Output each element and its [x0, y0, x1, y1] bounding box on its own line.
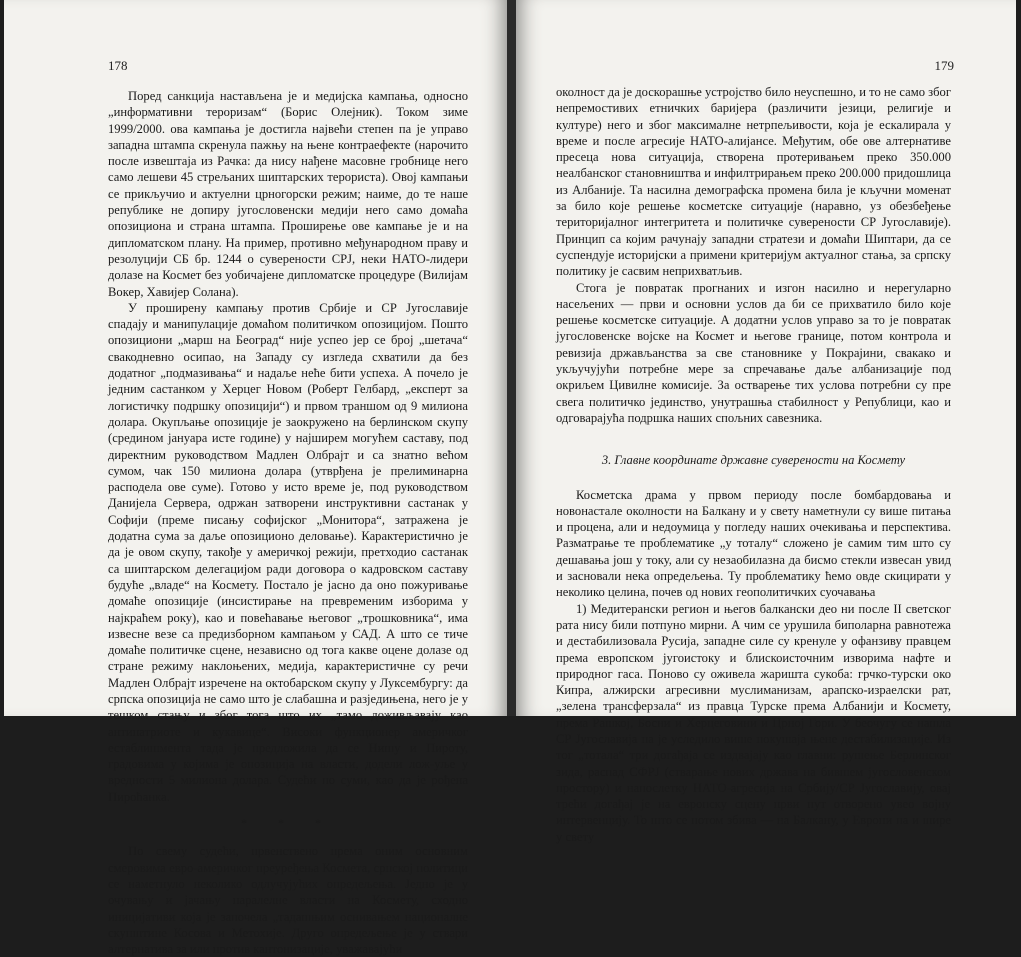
page-number-left: 178: [108, 58, 128, 73]
page-number-right: 179: [934, 58, 954, 73]
paragraph: околност да је доскорашње устројство било неуспешно, и то не само због непремостивих етничких баријера (различити језици, религије и културе) него и због максималне нетрпељивости, која је ескалирала у време и после агресије НАТО-алијансе. Међутим, обе ове алтернативе пресеца нова ситуација, створена протеривањем преко 350.000 неалбанског становништва и инфилтрирањем преко 200.000 придошлица из Албаније. Та насилна демографска промена била је кључни моменат за било које решење косметске ситуације (наравно, уз обезбеђење територијалног интегритета и политичке суверености СР Југославије). Принцип са којим рачунају западни стратези и домаћи Шиптари, да се суспендује историјски а примени критеријум актуалног стања, за српску политику је сасвим неприхватљив.: [556, 85, 951, 279]
right-page-text: [556, 84, 951, 845]
right-page: [516, 0, 1016, 844]
paragraph: 1) Медитерански регион и његов балкански део ни после II светског рата нису били потпуно мирни. А чим се урушила биполарна равнотежа и дестабилизовала Русија, западне силе су кренуле у офанзиву правцем према европском југоистоку и блискоисточним изворима нафте и природног гаса. Поново су оживела жаришта сукоба: грчко-турски око Кипра, алжирски агресивни муслиманизам, арапско-израелски рат, „зелена трансферзала“ из правца Турске према Албанији и Космету, према Рашкој, Босни и Херцеговини и Црној Гори. У беочугу се нашла СР Југославија па је уследило више покушаја њене дестабилизације. Из тог „тотала“ три догађаја се издвајају као главни: рушење Берлинског зида, распад СФРЈ (стварање нових држава на бившем југословенском простору) и напослетку НАТО-агресија на Србију/СР Југославију, овај трећи догађај је на европску сцену први пут отворено увео војну интервенцију. То што се потом збива — на Балкану, у Европи па и шире у свету: [556, 601, 951, 844]
paragraph: Косметска драма у првом периоду после бомбардовања и новонастале околности на Балкану и у свету наметнули су више питања и процена, али и недоумица у погледу наших очекивања и перспектива. Разматрање те проблематике „у тоталу“ сложено је самим тим што су дешавања још у току, али су незаобилазна да бисмо стекли извесан увид и засновали нека опредељења. Ту проблематику ћемо овде скицирати у неколико целина, почев од нових геополитичких суочавања: [556, 487, 951, 600]
paragraph: Стога је повратак прогнаних и изгон насилно и нерегуларно насељених — први и основни услов да би се прихватило било које решење косметске ситуације. А додатни услов управо за то је повратак југословенске војске на Космет и његове границе, потом контрола и ревизија држављанства за све становнике у Покрајини, свакако и укључујући потребне мере за спречавање даље албанизације под окриљем Цивилне комисије. За остварење тих услова потребни су пре свега политичко јединство, унутрашња стабилност у Републици, као и одговарајућа подршка наших спољних савезника.: [556, 280, 951, 425]
left-page-text: [108, 88, 468, 957]
book-gutter: [507, 0, 516, 716]
paragraph: У проширену кампању против Србије и СР Југославије спадају и манипулације домаћом политичком опозицијом. Пошто опозициони „марш на Београд“ није успео јер се број „шетача“ свакодневно осипао, на Западу су изгледа схватили да без додатног „подмазивања“ и надаље неће бити успеха. А почело је једним састанком у Херцег Новом (Роберт Гелбард, „експерт за логистичку подршку опозицији“) и првом траншом од 9 милиона долара. Окупљање опозиције је заокружено на берлинском скупу (средином јануара исте године) у најширем могућем саставу, под директним руководством Мадлен Олбрајт и са знатно већом сумом, чак 150 милиона долара (утврђена је прелиминарна расподела ове суме). Готово у исто време је, под руководством Данијела Сервера, одржан затворени инструктивни састанак у Софији (преме писању софијског „Монитора“, затражена је додатна сума за даље опозиционо деловање). Карактеристично је да је овом скупу, такође у америчкој режији, претходио састанак са шиптарском делегацијом ради договора о кадровском саставу будуће „владе“ на Космету. Постало је јасно да оно пожуривање домаће опозиције (инсистирање на превременим изборима у најкраћем року), као и повећавање његовог „трошковника“, има извесне везе са предизборном кампањом у САД. А што се тиче домаће политичке сцене, независно од тога какве оцене долазе од стране режиму наклоњених, медија, карактеристичне су речи Мадлен Олбрајт изречене на октобарском скупу у Луксембургу: да српска опозиција не само што је слабашна и разједињена, него је у тешком стању и због тога што их „тамо доживљавају као антипатриоте и кукавице“. Високи функционер америчког естаблишмента тада је предложила да се Нишу и Пироту, градовима у којима је опозиција на власти, додели лож-уље у вредности 5 милиона долара. Судећи по суми, као да је рођена Пироћанка.: [108, 300, 468, 804]
section-separator: * * *: [241, 816, 335, 831]
left-page: [4, 0, 507, 957]
paragraph: Поред санкција настављена је и медијска кампања, односно „информативни тероризам“ (Борис Олејник). Током зиме 1999/2000. ова кампања је достигла највећи степен па је управо западна штампа скренула пажњу на њене контраефекте (нарочито после извештаја из Рачка: да нису нађене масовне гробнице него само лешеви 45 стрељаних шиптарских терориста). Овој кампањи се прикључио и актуелни црногорски режим; наиме, до те наше републике не допиру југословенски медији него само домаћа опозициона и страна штампа. Проширење ове кампање је и на дипломатском плану. На пример, противно међународном праву и резолуцији СБ бр. 1244 о суверености СРЈ, неки НАТО-лидери долазе на Космет без уобичајене дипломатске процедуре (Вилијам Вокер, Хавијер Солана).: [108, 89, 468, 299]
section-heading: 3. Главне координате државне суверености на Космету: [601, 453, 906, 468]
paragraph: По свему судећи, првенствено према оним основним смеровима евро-америчког преуређења Космета, српској политици се наметнуло неколико одлучујућих опредељења. Једно је у очувању и јачању паралелне власти на Космету, сходно иницијативи која је започела „тадашњим оснивањем националне скупштине Косова и Метохије. Друго опредељење је у ствари алтернатива за или против кантонизације, уважавајући: [108, 844, 468, 957]
